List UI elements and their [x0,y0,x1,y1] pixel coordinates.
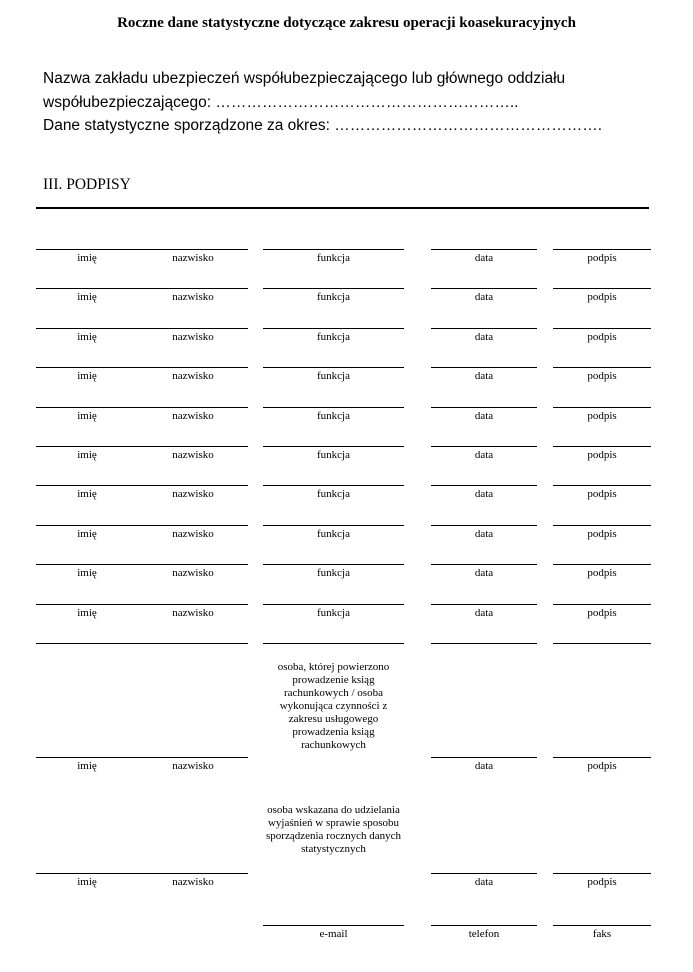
label-phone: telefon [468,928,500,940]
signature-line[interactable] [36,873,138,874]
signature-line[interactable] [36,643,138,644]
period-line[interactable]: Dane statystyczne sporządzone za okres: ……………………………………………. [43,117,603,134]
signature-line[interactable] [431,288,537,289]
signature-line[interactable] [431,485,537,486]
label-function: funkcja [317,410,350,422]
signature-line[interactable] [263,446,404,447]
insurer-name-line: Nazwa zakładu ubezpieczeń współubezpieczającego lub głównego oddziału [43,70,566,87]
section-divider [36,207,649,209]
signature-line[interactable] [36,407,138,408]
signature-line[interactable] [263,288,404,289]
signature-line[interactable] [36,525,138,526]
signature-line[interactable] [553,249,651,250]
label-first-name: imię [77,760,97,772]
signature-line[interactable] [138,446,248,447]
signature-line[interactable] [431,643,537,644]
label-last-name: nazwisko [172,488,214,500]
label-signature: podpis [587,291,617,303]
label-function: funkcja [317,528,350,540]
signature-line[interactable] [263,407,404,408]
signature-line[interactable] [431,525,537,526]
signature-line[interactable] [431,407,537,408]
label-signature: podpis [587,607,617,619]
signature-line[interactable] [138,328,248,329]
signature-line[interactable] [138,757,248,758]
signature-line[interactable] [138,564,248,565]
signature-line[interactable] [553,288,651,289]
label-function: funkcja [317,291,350,303]
label-function: funkcja [317,449,350,461]
signature-line[interactable] [263,249,404,250]
label-signature: podpis [587,567,617,579]
label-first-name: imię [77,567,97,579]
label-date: data [474,876,494,888]
label-last-name: nazwisko [172,449,214,461]
signature-line[interactable] [36,249,138,250]
label-first-name: imię [77,331,97,343]
label-date: data [474,449,494,461]
signature-line[interactable] [263,604,404,605]
label-function: funkcja [317,331,350,343]
fax-field-line[interactable] [553,925,651,926]
signature-line[interactable] [138,485,248,486]
signature-line[interactable] [553,407,651,408]
signature-line[interactable] [138,525,248,526]
label-date: data [474,760,494,772]
signature-line[interactable] [36,564,138,565]
signature-line[interactable] [553,446,651,447]
page-title: Roczne dane statystyczne dotyczące zakresu operacji koasekuracyjnych [117,15,576,31]
label-date: data [474,528,494,540]
signature-line[interactable] [36,485,138,486]
label-first-name: imię [77,488,97,500]
signature-line[interactable] [553,485,651,486]
label-last-name: nazwisko [172,370,214,382]
signature-line[interactable] [138,367,248,368]
signature-line[interactable] [431,328,537,329]
signature-line[interactable] [36,367,138,368]
signature-line[interactable] [553,757,651,758]
label-function: funkcja [317,567,350,579]
label-last-name: nazwisko [172,607,214,619]
label-last-name: nazwisko [172,876,214,888]
signature-line[interactable] [431,873,537,874]
phone-field-line[interactable] [431,925,537,926]
signature-line[interactable] [431,249,537,250]
signature-line[interactable] [553,367,651,368]
label-first-name: imię [77,876,97,888]
label-date: data [474,252,494,264]
label-signature: podpis [587,760,617,772]
signature-line[interactable] [263,564,404,565]
label-date: data [474,567,494,579]
label-first-name: imię [77,370,97,382]
label-signature: podpis [587,449,617,461]
label-date: data [474,370,494,382]
label-function: funkcja [317,370,350,382]
label-fax: faks [592,928,612,940]
label-signature: podpis [587,252,617,264]
signature-line[interactable] [431,367,537,368]
contact-person-description: osoba wskazana do udzielania wyjaśnień w sprawie sposobu sporządzenia rocznych danych statystycznych [266,804,401,855]
label-signature: podpis [587,331,617,343]
signature-line[interactable] [36,757,138,758]
label-signature: podpis [587,876,617,888]
label-signature: podpis [587,410,617,422]
label-signature: podpis [587,528,617,540]
label-first-name: imię [77,607,97,619]
signature-line[interactable] [36,328,138,329]
label-date: data [474,410,494,422]
label-last-name: nazwisko [172,410,214,422]
label-email: e-mail [319,928,348,940]
label-first-name: imię [77,528,97,540]
label-date: data [474,488,494,500]
label-last-name: nazwisko [172,331,214,343]
label-signature: podpis [587,488,617,500]
signature-line[interactable] [553,873,651,874]
label-date: data [474,331,494,343]
signature-line[interactable] [431,564,537,565]
signature-line[interactable] [263,643,404,644]
signature-line[interactable] [553,643,651,644]
label-last-name: nazwisko [172,291,214,303]
signature-line[interactable] [138,873,248,874]
signature-line[interactable] [263,485,404,486]
label-last-name: nazwisko [172,567,214,579]
label-date: data [474,291,494,303]
signature-line[interactable] [553,604,651,605]
label-first-name: imię [77,449,97,461]
signature-line[interactable] [553,564,651,565]
signature-line[interactable] [553,328,651,329]
label-first-name: imię [77,291,97,303]
signature-line[interactable] [431,604,537,605]
signature-line[interactable] [36,604,138,605]
signature-line[interactable] [138,407,248,408]
label-first-name: imię [77,410,97,422]
signature-line[interactable] [138,288,248,289]
signature-line[interactable] [138,643,248,644]
label-last-name: nazwisko [172,252,214,264]
signature-line[interactable] [263,525,404,526]
label-function: funkcja [317,488,350,500]
accountant-role-description: osoba, której powierzono prowadzenie ksiąg rachunkowych / osoba wykonująca czynności z zakresu usługowego prowadzenia ksiąg rachunkowych [277,661,390,751]
signature-line[interactable] [36,288,138,289]
signature-line[interactable] [263,328,404,329]
label-last-name: nazwisko [172,760,214,772]
label-first-name: imię [77,252,97,264]
label-last-name: nazwisko [172,528,214,540]
signature-line[interactable] [263,367,404,368]
label-function: funkcja [317,252,350,264]
insurer-name-line-continued[interactable]: współubezpieczającego: ………………………………………………….. [43,94,519,111]
signature-line[interactable] [36,446,138,447]
label-signature: podpis [587,370,617,382]
label-function: funkcja [317,607,350,619]
signature-line[interactable] [431,446,537,447]
signature-line[interactable] [553,525,651,526]
email-field-line[interactable] [263,925,404,926]
signature-line[interactable] [138,604,248,605]
signature-line[interactable] [138,249,248,250]
signature-line[interactable] [431,757,537,758]
label-date: data [474,607,494,619]
section-title-signatures: III. PODPISY [43,176,131,193]
